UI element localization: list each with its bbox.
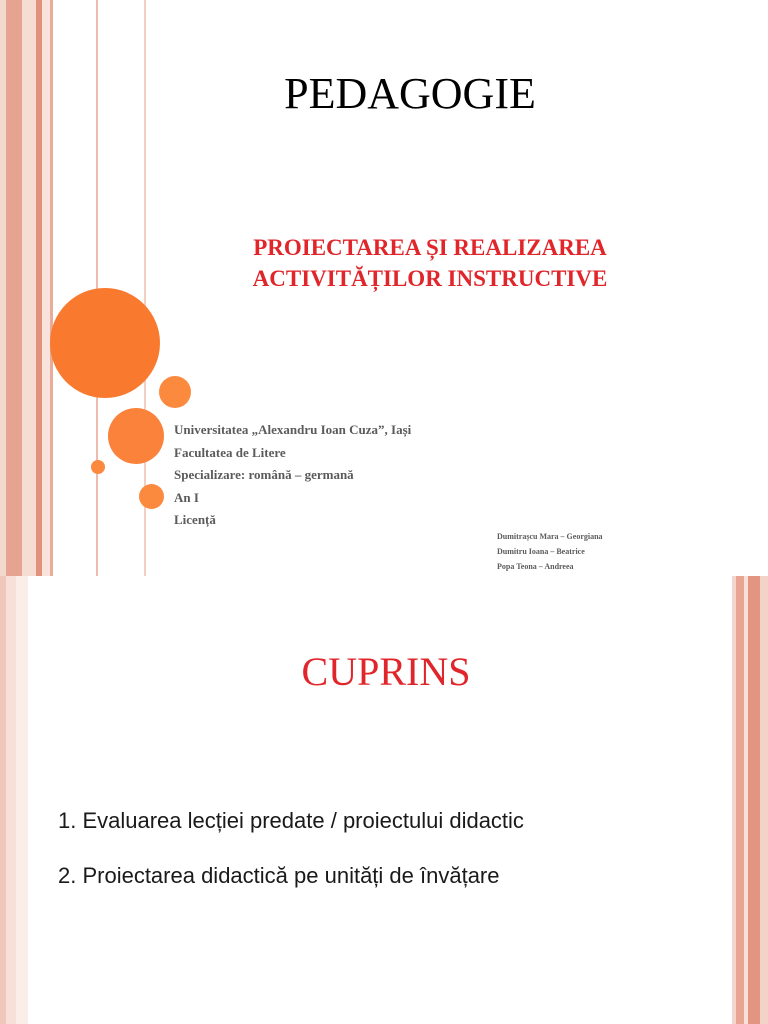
slide-main-title: PEDAGOGIE bbox=[284, 69, 536, 118]
info-line: Facultatea de Litere bbox=[174, 444, 286, 460]
slide-contents bbox=[0, 576, 768, 1024]
decor-stripe bbox=[16, 576, 28, 1024]
decor-stripe bbox=[760, 576, 768, 1024]
contents-title: CUPRINS bbox=[301, 649, 471, 694]
author-name: Dumitru Ioana – Beatrice bbox=[497, 547, 585, 556]
slide-subtitle bbox=[190, 232, 670, 294]
decor-circle bbox=[159, 376, 191, 408]
decor-circle bbox=[50, 288, 160, 398]
info-line: Licență bbox=[174, 512, 216, 527]
author-name: Popa Teona – Andreea bbox=[497, 562, 574, 571]
decor-circle bbox=[91, 460, 105, 474]
contents-item: 1. Evaluarea lecției predate / proiectului didactic bbox=[58, 808, 524, 833]
info-line: Specializare: română – germană bbox=[174, 467, 354, 482]
decor-stripe bbox=[736, 576, 744, 1024]
authors-list bbox=[497, 529, 603, 574]
author-name: Dumitrașcu Mara – Georgiana bbox=[497, 532, 603, 541]
subtitle-line: PROIECTAREA ȘI REALIZAREA bbox=[253, 235, 607, 260]
info-line: An I bbox=[174, 489, 199, 505]
decor-stripe bbox=[748, 576, 760, 1024]
university-info bbox=[174, 419, 411, 532]
info-line: Universitatea „Alexandru Ioan Cuza”, Iași bbox=[174, 422, 412, 437]
subtitle-line: ACTIVITĂȚILOR INSTRUCTIVE bbox=[252, 266, 608, 291]
decor-circle bbox=[108, 408, 164, 464]
contents-item: 2. Proiectarea didactică pe unități de învățare bbox=[58, 863, 500, 888]
contents-list bbox=[58, 808, 524, 918]
decor-circle bbox=[139, 484, 164, 509]
decor-stripe bbox=[6, 576, 16, 1024]
